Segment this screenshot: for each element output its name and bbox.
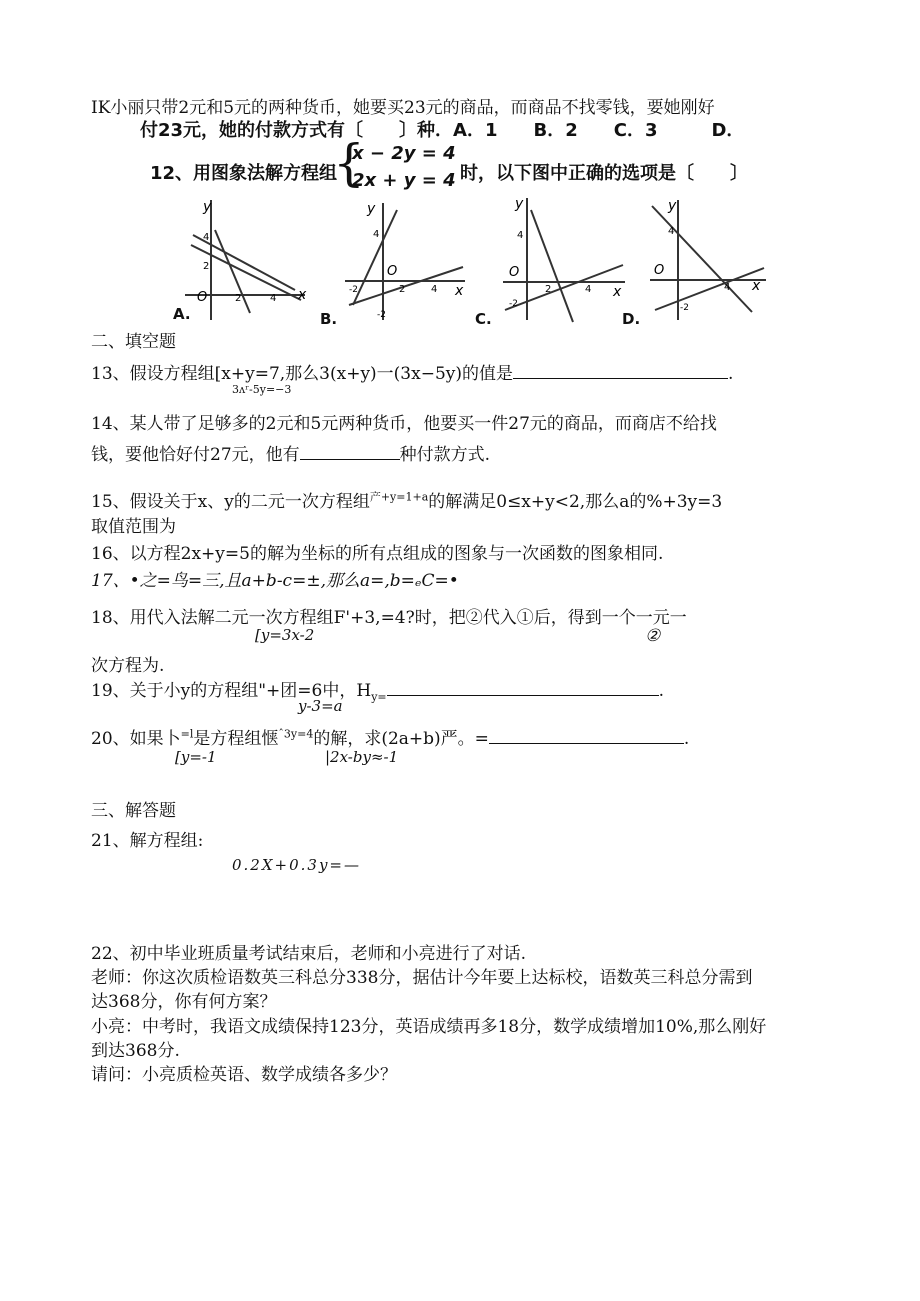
q22-line5: 到达368分. <box>91 1041 180 1061</box>
graph-c-tick-x4: 4 <box>585 284 592 295</box>
q13-end: . <box>728 364 734 384</box>
graph-d-tick-x4: 4 <box>724 282 731 293</box>
graph-c <box>495 190 630 325</box>
q12-eq2: 2x + y = 4 <box>352 170 456 191</box>
graph-b-tick-y: y <box>367 201 376 217</box>
q19-hsub: y= <box>371 690 387 704</box>
q16-line: 16、以方程2x+y=5的解为坐标的所有点组成的图象与一次函数的图象相同. <box>91 544 664 564</box>
graph-b-tick-x: x <box>455 283 464 299</box>
graph-d-tick-y: y <box>668 198 677 214</box>
graph-b-tick-neg2x: -2 <box>349 285 358 295</box>
q19-answer-blank[interactable] <box>387 679 659 696</box>
graph-b <box>335 195 470 325</box>
graph-d-tick-x: x <box>752 278 761 294</box>
graph-a-tick-4: 4 <box>203 232 210 243</box>
q18-sub-left: [y=3x-2 <box>255 626 315 644</box>
graph-c-tick-neg2: -2 <box>509 299 518 309</box>
graph-a-tick-2: 2 <box>203 261 210 272</box>
q22-line6: 请问：小亮质检英语、数学成绩各多少？ <box>91 1065 397 1085</box>
q20-text-c: 的解，求(2a+b) <box>313 729 441 749</box>
q20-text-d: 严。= <box>440 729 489 749</box>
graph-d-tick-4: 4 <box>668 226 675 237</box>
q13-sub: 3ʌʳ-5y=−3 <box>232 383 292 396</box>
graph-a-tick-origin: O <box>197 290 208 305</box>
q14-line2-start: 钱，要他恰好付27元，他有 <box>91 445 300 465</box>
q22-line2: 老师：你这次质检语数英三科总分338分，据估计今年要上达标校，语数英三科总分需到 <box>91 968 753 988</box>
graph-d-tick-origin: O <box>654 263 665 278</box>
graph-b-tick-neg2y: -2 <box>377 310 386 320</box>
q20-sup2: ˆ3y=4 <box>278 727 314 741</box>
q19-sub: y-3=a <box>298 697 343 715</box>
graph-a-tick-x: x <box>298 287 307 303</box>
graph-b-tick-x4: 4 <box>431 284 438 295</box>
q20-answer-blank[interactable] <box>489 727 684 744</box>
q22-line4: 小亮：中考时，我语文成绩保持123分，英语成绩再多18分，数学成绩增加10%,那么刚好 <box>91 1017 767 1037</box>
q22-line1: 22、初中毕业班质量考试结束后，老师和小亮进行了对话. <box>91 944 527 964</box>
q15-sup: 产+y=1+a <box>369 490 429 504</box>
q14-answer-blank[interactable] <box>300 443 400 460</box>
q18-sub-right: ② <box>645 626 661 646</box>
graph-b-tick-x2: 2 <box>399 284 406 295</box>
q13-line <box>91 359 733 384</box>
graph-c-label: C. <box>475 310 492 328</box>
q12-suffix: 时，以下图中正确的选项是〔 〕 <box>460 163 748 184</box>
q20-text-b: 是方程组惬 <box>193 729 279 749</box>
graph-a-line-3 <box>191 245 301 300</box>
q19-line <box>91 676 664 703</box>
graph-c-tick-4: 4 <box>517 230 524 241</box>
graph-d-label: D. <box>622 310 641 328</box>
q20-sub-left: [y=-1 <box>175 748 217 766</box>
graph-b-tick-origin: O <box>387 264 398 279</box>
q20-end: . <box>683 729 690 749</box>
q12-eq1: x − 2y = 4 <box>352 143 456 164</box>
graph-b-label: B. <box>320 310 338 328</box>
q21-eq: 0.2X+0.3y=— <box>232 856 361 874</box>
q18-line2: 次方程为. <box>91 656 165 676</box>
graph-c-line-2 <box>505 265 623 310</box>
q15-text-end: 的解满足0≤x+y<2,那么a的%+3y=3 <box>428 492 723 512</box>
q18-line1: 18、用代入法解二元一次方程组F'+3,=4?时，把②代入①后，得到一个一元一 <box>91 608 687 628</box>
q20-sup1: =l <box>180 727 194 741</box>
graph-b-tick-4: 4 <box>373 229 380 240</box>
q21-title: 21、解方程组: <box>91 831 204 851</box>
q19-end: . <box>658 681 665 701</box>
graph-a-label: A. <box>173 305 191 323</box>
q13-answer-blank[interactable] <box>513 362 728 379</box>
q19-h: H <box>356 681 372 701</box>
section-fill-in-title: 二、填空题 <box>91 332 176 352</box>
q14-line2 <box>91 440 490 465</box>
q20-sub-right: |2x-by≈-1 <box>325 748 399 766</box>
q17-line: 17、•之=鸟=三,且a+b-c=±,那么a=,b=ₑC=• <box>91 571 459 591</box>
graph-d <box>640 192 770 325</box>
graph-a-tick-x2: 2 <box>235 293 242 304</box>
q20-text-a: 20、如果卜 <box>91 729 181 749</box>
graph-d-line-1 <box>652 206 752 312</box>
q15-line1 <box>91 487 722 512</box>
q12-prefix: 12、用图象法解方程组 <box>150 163 338 184</box>
graph-c-tick-x2: 2 <box>545 284 552 295</box>
graph-c-tick-y: y <box>515 196 524 212</box>
graph-a-tick-x4: 4 <box>270 293 277 304</box>
q15-text-start: 15、假设关于x、y的二元一次方程组 <box>91 492 370 512</box>
q14-line1: 14、某人带了足够多的2元和5元两种货币，他要买一件27元的商品，而商店不给找 <box>91 414 717 434</box>
q22-line3: 达368分，你有何方案？ <box>91 992 277 1012</box>
graph-b-line-1 <box>349 267 463 305</box>
q19-text: 19、关于小y的方程组"+团=6中， <box>91 681 357 701</box>
q12-brace: { <box>333 134 365 192</box>
graph-c-line-1 <box>531 210 573 322</box>
q15-line2: 取值范围为 <box>91 517 176 537</box>
graph-a-tick-y: y <box>203 199 212 215</box>
graph-d-line-2 <box>655 268 764 310</box>
q14-line2-end: 种付款方式. <box>399 445 491 465</box>
q11-line2: 付23元，她的付款方式有〔 〕种．A．1 B．2 C．3 D． <box>140 120 745 141</box>
graph-c-tick-x: x <box>613 284 622 300</box>
graph-d-tick-neg2: -2 <box>680 303 689 313</box>
q11-line1: IK小丽只带2元和5元的两种货币，她要买23元的商品，而商品不找零钱，要她刚好 <box>91 98 715 118</box>
q20-line <box>91 724 689 749</box>
section-answer-title: 三、解答题 <box>91 801 176 821</box>
q13-text: 13、假设方程组[x+y=7,那么3(x+y)一(3x−5y)的值是 <box>91 364 514 384</box>
graph-c-tick-origin: O <box>509 265 520 280</box>
